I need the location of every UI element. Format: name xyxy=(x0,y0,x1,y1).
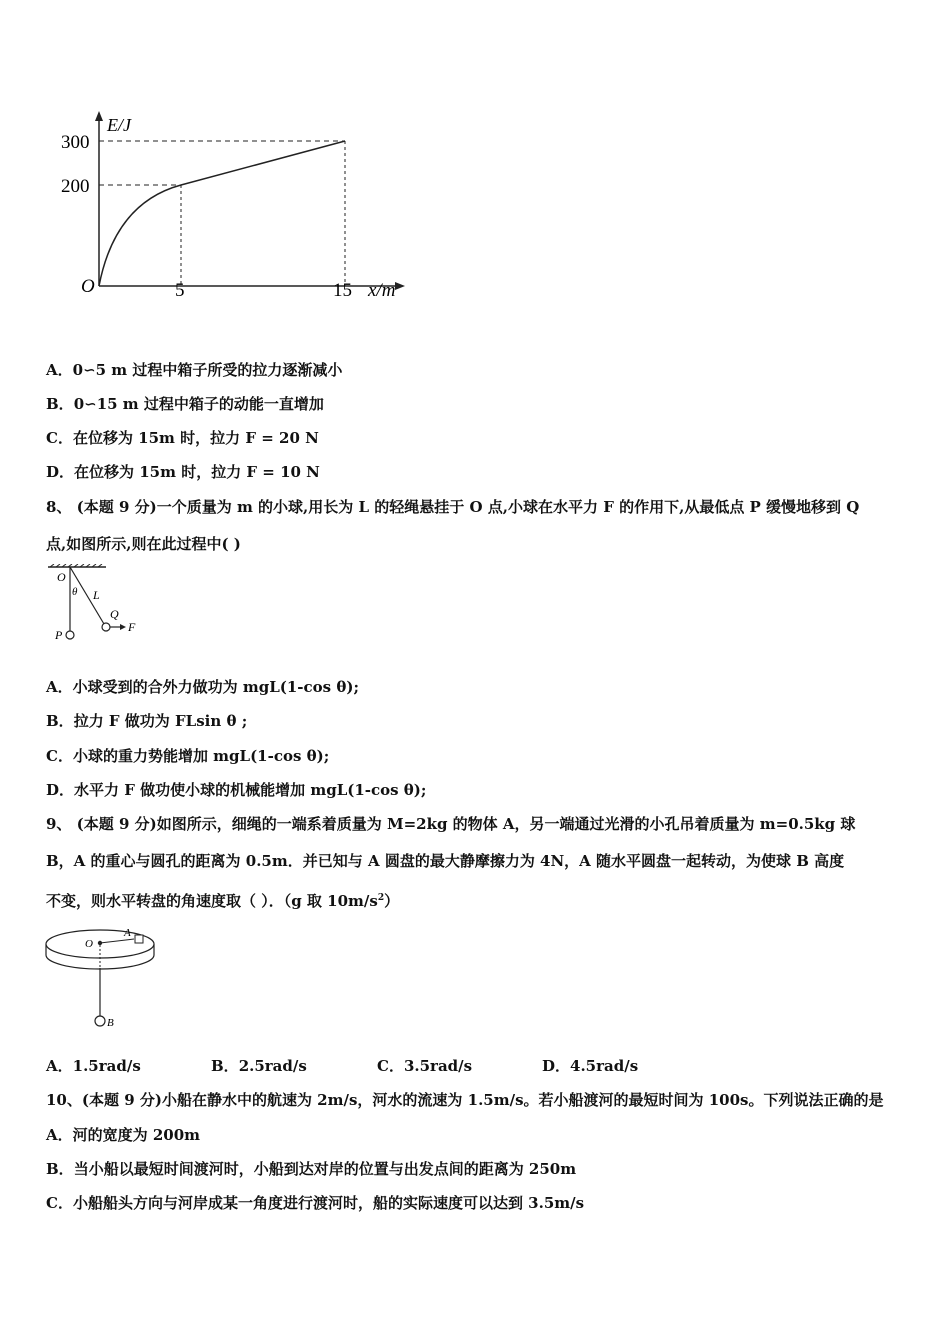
q9-option-c: C．3.5rad/s xyxy=(377,1057,473,1075)
q9-stem-line2: B，A 的重心与圆孔的距离为 0.5m．并已知与 A 圆盘的最大静摩擦力为 4N，A 随水平圆盘一起转动，为使球 B 高度 xyxy=(46,852,845,870)
q9-option-d: D．4.5rad/s xyxy=(542,1057,639,1075)
ball-p xyxy=(66,631,74,639)
q8-stem-line2: 点,如图所示,则在此过程中( ) xyxy=(46,535,241,553)
y-axis-arrow xyxy=(95,111,103,121)
energy-line xyxy=(181,141,345,185)
q7-option-b: B．0∽15 m 过程中箱子的动能一直增加 xyxy=(46,395,324,413)
label-p: P xyxy=(55,628,63,642)
q10-stem: 10、(本题 9 分)小船在静水中的航速为 2m/s，河水的流速为 1.5m/s。若小船渡河的最短时间为 100s。下列说法正确的是 xyxy=(46,1091,884,1109)
energy-displacement-graph xyxy=(55,108,425,308)
ball-q xyxy=(102,623,110,631)
q8-option-c: C．小球的重力势能增加 mgL(1-cos θ); xyxy=(46,747,330,765)
q8-option-d: D．水平力 F 做功使小球的机械能增加 mgL(1-cos θ); xyxy=(46,781,427,799)
label-theta: θ xyxy=(72,586,78,598)
tick-300: 300 xyxy=(61,132,90,153)
q9-stem-line1: 9、 (本题 9 分)如图所示，细绳的一端系着质量为 M=2kg 的物体 A，另一端通过光滑的小孔吊着质量为 m=0.5kg 球 xyxy=(46,815,856,833)
q7-option-a: A．0∽5 m 过程中箱子所受的拉力逐渐减小 xyxy=(46,361,343,379)
origin-label: O xyxy=(81,276,95,297)
q8-stem-line1: 8、 (本题 9 分)一个质量为 m 的小球,用长为 L 的轻绳悬挂于 O 点,小球在水平力 F 的作用下,从最低点 P 缓慢地移到 Q xyxy=(46,498,860,516)
q10-option-b: B．当小船以最短时间渡河时，小船到达对岸的位置与出发点间的距离为 250m xyxy=(46,1160,577,1178)
q9-stem-line3: 不变，则水平转盘的角速度取（ ）．（g 取 $10m/s^2$） xyxy=(46,892,400,910)
label-b: B xyxy=(107,1017,114,1029)
label-l: L xyxy=(93,588,100,602)
q9-option-a: A．1.5rad/s xyxy=(46,1057,141,1075)
ball-b xyxy=(95,1016,105,1026)
tick-200: 200 xyxy=(61,176,90,197)
tick-x15: 15 xyxy=(333,280,352,301)
q8-option-b: B．拉力 F 做功为 FLsin θ ; xyxy=(46,712,248,730)
q7-option-d: D．在位移为 15m 时，拉力 F = 10 N xyxy=(46,463,320,481)
q7-option-c: C．在位移为 15m 时，拉力 F = 20 N xyxy=(46,429,319,447)
turntable-figure xyxy=(42,922,162,1032)
q9-option-b: B．2.5rad/s xyxy=(211,1057,307,1075)
x-axis-arrow xyxy=(395,282,405,290)
energy-curve xyxy=(99,185,181,286)
y-axis-label: E/J xyxy=(107,115,131,135)
tick-x5: 5 xyxy=(175,280,185,301)
label-o: O xyxy=(85,938,93,950)
q10-option-a: A．河的宽度为 200m xyxy=(46,1126,201,1144)
label-q: Q xyxy=(110,607,119,621)
block-a xyxy=(135,935,143,943)
q8-option-a: A．小球受到的合外力做功为 mgL(1-cos θ); xyxy=(46,678,359,696)
label-a: A xyxy=(124,927,131,939)
force-arrow-head xyxy=(120,624,126,630)
label-f: F xyxy=(128,620,136,634)
q10-option-c: C．小船船头方向与河岸成某一角度进行渡河时，船的实际速度可以达到 3.5m/s xyxy=(46,1194,585,1212)
pendulum-figure xyxy=(44,564,144,646)
label-o: O xyxy=(57,570,66,584)
x-axis-label: x/m xyxy=(368,280,396,301)
